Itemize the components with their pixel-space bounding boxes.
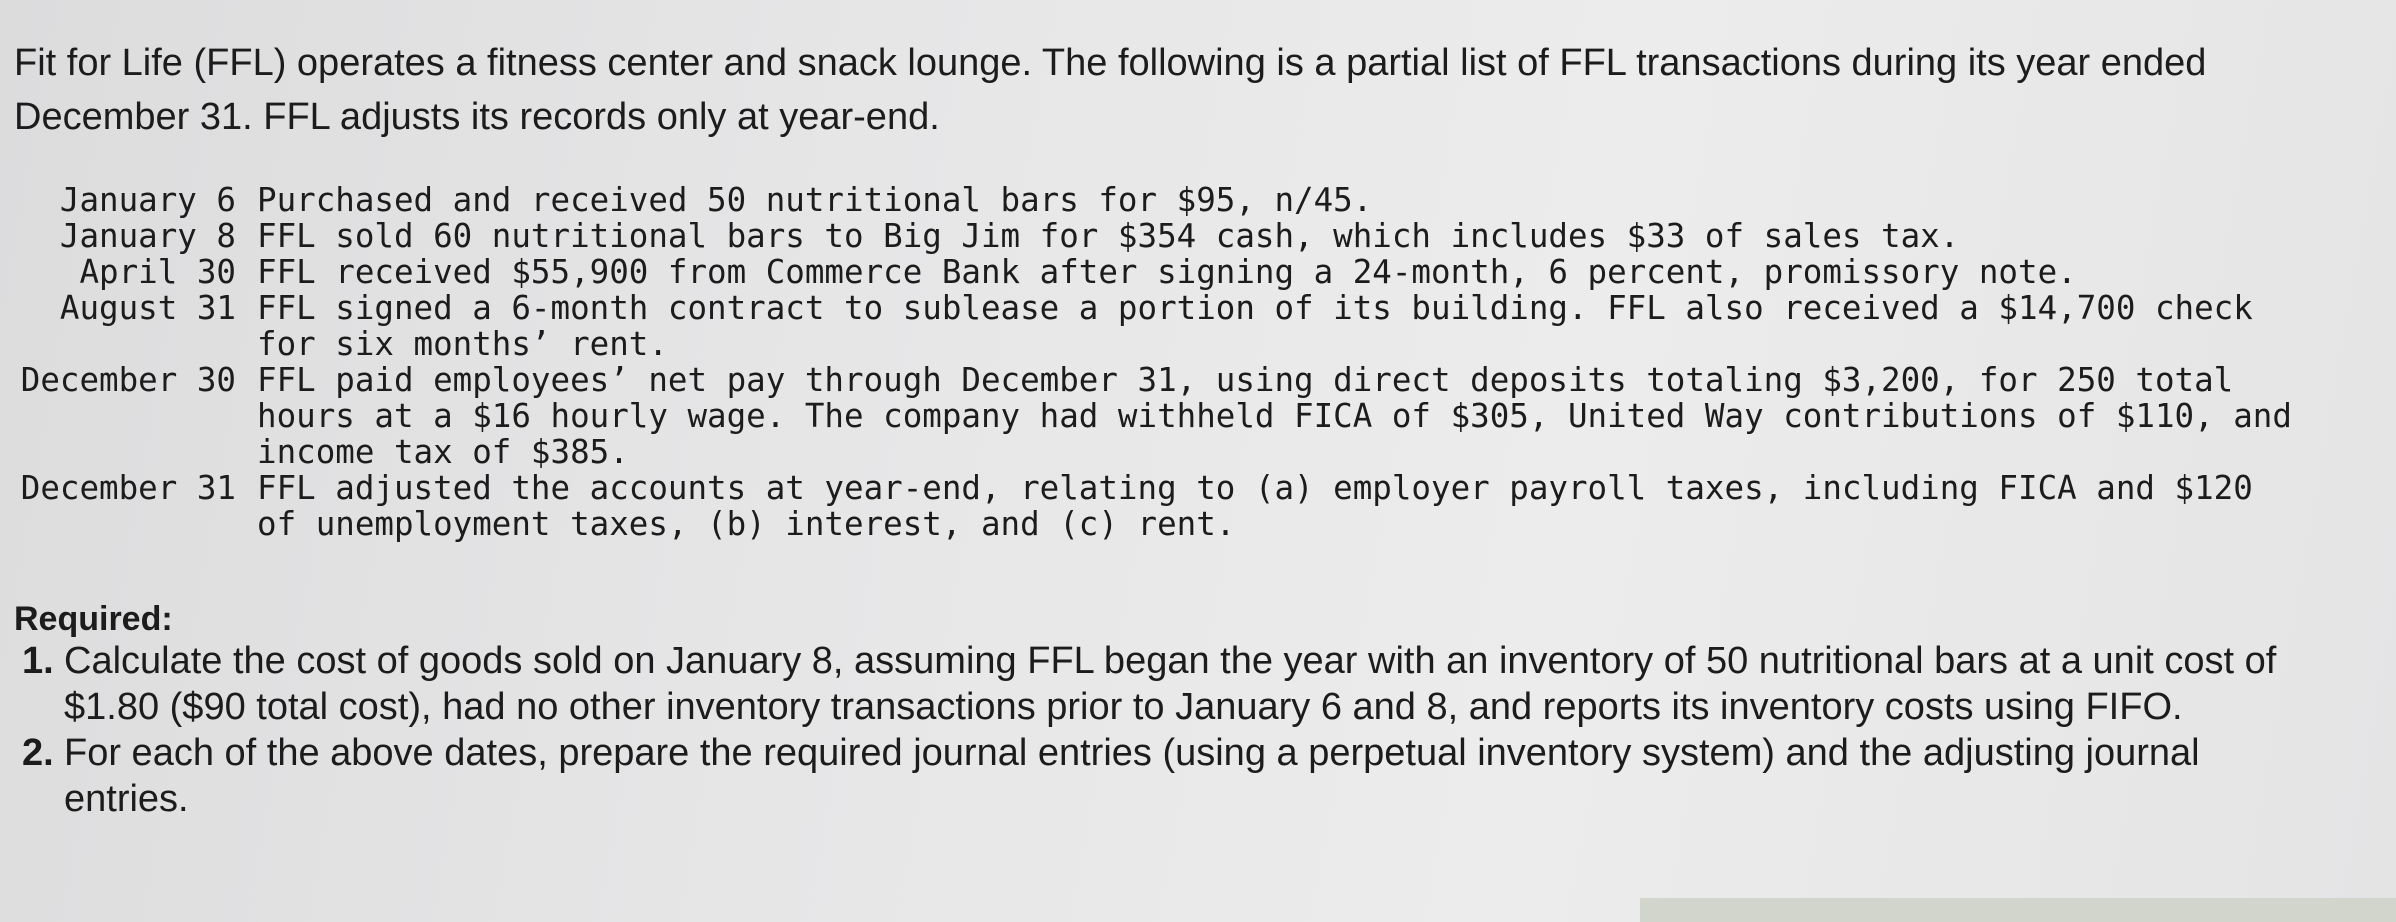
- transaction-row: [14, 218, 2302, 254]
- bottom-edge-strip: [1640, 898, 2396, 922]
- transaction-description: FFL received $55,900 from Commerce Bank after signing a 24-month, 6 percent, promissory note.: [257, 253, 2077, 291]
- transaction-row: [14, 362, 2302, 470]
- transaction-date: December 31: [20, 469, 236, 507]
- transaction-date: January 6: [59, 181, 236, 219]
- requirement-number: 2.: [22, 732, 54, 774]
- requirement-item: [22, 638, 2322, 730]
- transaction-date: January 8: [59, 217, 236, 255]
- requirement-item: [22, 730, 2322, 822]
- transaction-row: [14, 182, 2302, 218]
- requirement-number: 1.: [22, 640, 54, 682]
- transaction-list: [14, 182, 2302, 542]
- transaction-row: [14, 470, 2302, 542]
- required-heading: Required:: [14, 600, 173, 638]
- requirement-text: Calculate the cost of goods sold on January 8, assuming FFL began the year with an inventory of 50 nutritional bars at a unit cost of $1.80 ($90 total cost), had no other inventory transactions prior to January 6 and 8, and reports its inventory costs using FIFO.: [64, 640, 2277, 728]
- requirement-text: For each of the above dates, prepare the required journal entries (using a perpetual inventory system) and the adjusting journal entries.: [64, 732, 2200, 820]
- transaction-date: April 30: [79, 253, 236, 291]
- transaction-description: FFL paid employees’ net pay through December 31, using direct deposits totaling $3,200, for 250 total hours at a $16 hourly wage. The company had withheld FICA of $305, United Way contributions of $110, and income tax of $385.: [257, 361, 2292, 471]
- transaction-date: August 31: [59, 289, 236, 327]
- requirements-list: [22, 638, 2322, 822]
- transaction-description: FFL sold 60 nutritional bars to Big Jim for $354 cash, which includes $33 of sales tax.: [257, 217, 1960, 255]
- transaction-description: FFL adjusted the accounts at year-end, relating to (a) employer payroll taxes, including FICA and $120 of unemployment taxes, (b) interest, and (c) rent.: [257, 469, 2253, 543]
- transaction-description: Purchased and received 50 nutritional bars for $95, n/45.: [257, 181, 1373, 219]
- problem-intro: Fit for Life (FFL) operates a fitness center and snack lounge. The following is a partial list of FFL transactions during its year ended December 31. FFL adjusts its records only at year-end.: [14, 42, 2207, 138]
- transaction-row: [14, 290, 2302, 362]
- transaction-row: [14, 254, 2302, 290]
- transaction-date: December 30: [20, 361, 236, 399]
- transaction-description: FFL signed a 6-month contract to sublease a portion of its building. FFL also received a $14,700 check for six months’ rent.: [257, 289, 2253, 363]
